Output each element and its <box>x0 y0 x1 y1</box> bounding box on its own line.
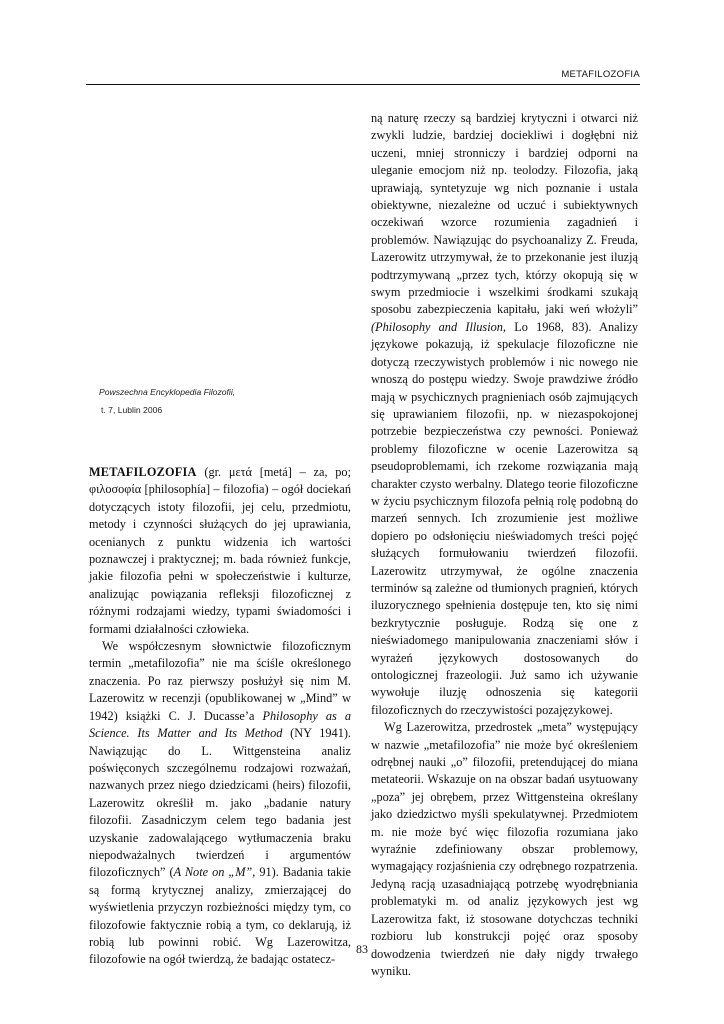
paragraph-text: Lo 1968, 83). Analizy językowe pokazują, iż spekulacje filozoficzne nie dotyczą rzeczywistych problemów i nic nowego nie wnoszą do postępu wiedzy. Swoje prawdziwe źródło mają w psychicznych pragnieniach osób zajmujących się uprawianiem filozofii, np. w niezaspokojonej potrzebie bezpieczeństwa czy pewności. Ponieważ problemy filozoficzne w ocenie Lazerowitza są pseudoproblemami, ich rzekome rozwiązania mają charakter czysto werbalny. Dlatego teorie filozoficzne w życiu psychicznym filozofa pełnią rolę podobną do marzeń sennych. Ich zrozumienie jest możliwe dopiero po odsłonięciu nieświadomych treści pojęć służących formułowaniu twierdzeń filozofii. Lazerowitz utrzymywał, że ogólne znaczenia terminów są zależne od tłumionych pragnień, których iluzorycznego spełnienia dostępuje ten, kto się nimi bezkrytycznie posługuje. Rodzą się one z nieświadomego manipulowania znaczeniami słów i wyrażeń językowych dostosowanych do ontologicznej frazeologii. Już samo ich używanie wywołuje iluzję odnoszenia się kategorii filozoficznych do rzeczywistości pozajęzykowej. <box>371 319 638 717</box>
article-paragraph-4: Wg Lazerowitza, przedrostek „meta” występujący w nazwie „metafilozofia” nie może być określeniem odrębnej nauki „o” filozofii, pretendującej do miana metateorii. Wskazuje on na obszar badań usytuowany „poza” jej obrębem, przez Wittgensteina określany jako dziedzictwo myśli spekulatywnej. Przedmiotem m. nie może być więc filozofia rozumiana jako wyraźnie zdefiniowany obszar problemowy, wymagający rozjaśnienia czy odrębnego rozpatrzenia. Jedyną racją uzasadniającą potrzebę wyodrębniania problematyki m. od analiz językowych jest wg Lazerowitza fakt, iż stosowane dotychczas techniki rozbioru lub konstrukcji pojęć oraz sposoby dowodzenia twierdzeń nie dały nigdy trwałego wyniku. <box>371 720 638 978</box>
headword: METAFILOZOFIA <box>89 465 197 479</box>
page-number: 83 <box>356 942 368 956</box>
source-note <box>99 383 235 419</box>
paragraph-text: 91). Badania takie są formą krytycznej analizy, zmierzającej do wyświetlenia przyczyn rozbieżności między tym, co filozofowie faktycznie robią a tym, co deklarują, iż robią lub powinni robić. Wg Lazerowitza, filozofowie na ogół twierdzą, że badając ostatecz- <box>89 865 351 967</box>
source-note-title: Powszechna Encyklopedia Filozofii, <box>99 387 236 397</box>
paragraph-text: We współczesnym słownictwie filozoficznym termin „metafilozofia” nie ma ściśle określonego znaczenia. Po raz pierwszy posłużył się nim M. Lazerowitz w recenzji (opublikowanej w „Mind” w 1942) książki C. J. Ducasse’a <box>89 639 351 723</box>
definition-text: (gr. μετά [metá] – za, po; φιλοσοφία [philosophía] – filozofia) – ogół dociekań dotyczących istoty filozofii, jej celu, przedmiotu, metody i czynności służących do jej uprawiania, ocenianych z punktu widzenia ich wartości poznawczej i praktycznej; m. bada również funkcje, jakie filozofia pełni w społeczeństwie i kulturze, analizując powiązania refleksji filozoficznej z różnymi rodzajami wiedzy, typami świadomości i formami działalności człowieka. <box>89 465 351 636</box>
left-column <box>89 464 351 969</box>
article-paragraph-2 <box>89 638 351 969</box>
article-paragraph-1 <box>89 464 351 638</box>
source-note-volume: t. 7, Lublin 2006 <box>101 405 163 415</box>
paragraph-text: ną naturę rzeczy są bardziej krytyczni i otwarci niż zwykli ludzie, bardziej dociekliwi i dogłębni niż uczeni, mniej stronniczy i bardziej odporni na uleganie emocjom niż np. teolodzy. Filozofia, jaką uprawiają, syntetyzuje wg nich poznanie i ustala obiektywne, niezależne od uczuć i subiektywnych oczekiwań wzorce rozumienia zagadnień i problemów. Nawiązując do psychoanalizy Z. Freuda, Lazerowitz utrzymywał, że to przekonanie jest iluzją podtrzymywaną „przez tych, którzy okopują się w swym przedmiocie i wszelkimi środkami szukają sposobu zabezpieczenia kapitału, jaki weń włożyli” <box>371 111 638 317</box>
book-title: Philosophy as a Science. Its Matter and Its Method <box>89 708 351 741</box>
header-rule <box>86 84 640 85</box>
running-head: METAFILOZOFIA <box>561 69 640 80</box>
cited-title: (Philosophy and Illusion, <box>371 319 506 334</box>
cited-title: A Note on „M”, <box>173 865 256 880</box>
right-column <box>371 110 638 980</box>
paragraph-text: (NY 1941). Nawiązując do L. Wittgensteina analiz poświęconych szczególnemu rodzajowi rozważań, nazwanych przez niego dziedzicami (heirs) filozofii, Lazerowitz określił m. jako „badanie natury filozofii. Zasadniczym celem tego badania jest uzyskanie zadowalającego wytłumaczenia braku niepodważalnych twierdzeń i argumentów filozoficznych” ( <box>89 726 352 880</box>
article-paragraph-3 <box>371 110 638 719</box>
